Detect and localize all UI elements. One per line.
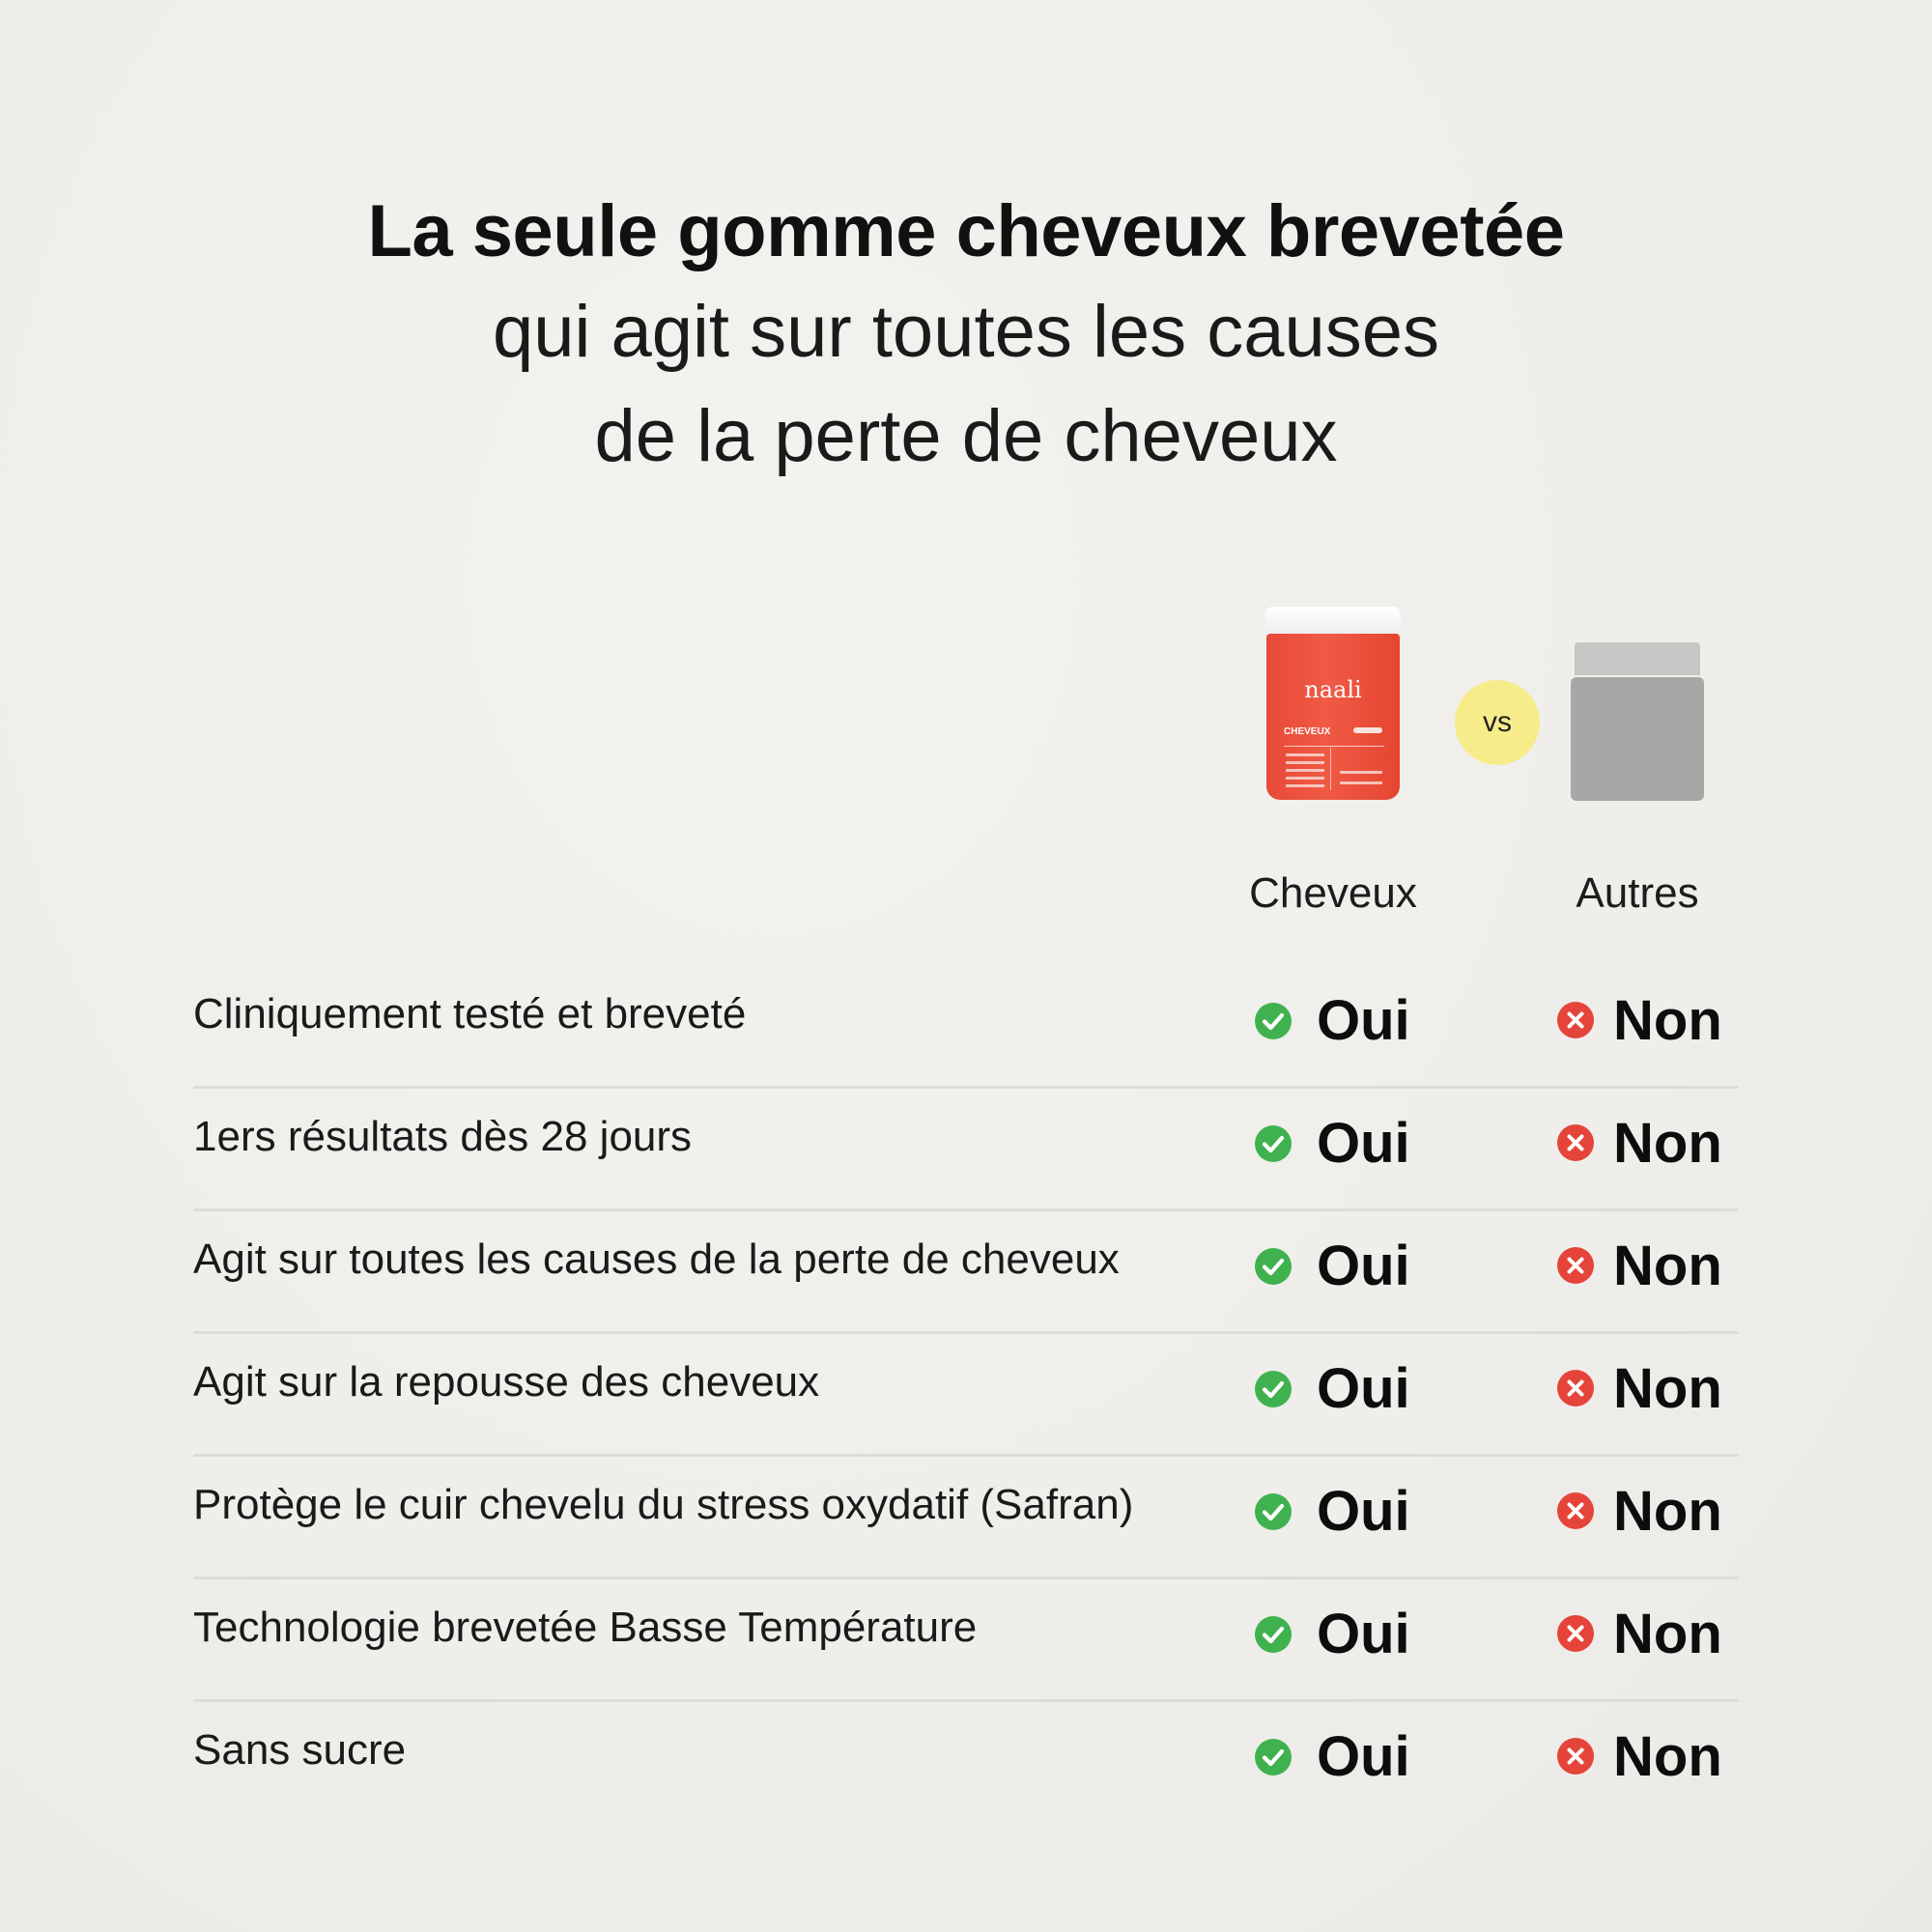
product-label-line xyxy=(1286,753,1324,756)
product-label-line xyxy=(1286,769,1324,772)
column-header-autres: Autres xyxy=(1576,869,1699,917)
product-label-line xyxy=(1286,761,1324,764)
headline-line-1: La seule gomme cheveux brevetée xyxy=(367,190,1565,272)
headline xyxy=(0,184,1932,489)
yes-value: Oui xyxy=(1317,1235,1410,1297)
yes-value: Oui xyxy=(1317,1725,1410,1788)
table-row xyxy=(193,1579,1739,1702)
cross-circle-icon xyxy=(1556,1614,1595,1653)
feature-label: Cliniquement testé et breveté xyxy=(193,990,747,1037)
no-value: Non xyxy=(1613,989,1722,1052)
table-row xyxy=(193,1457,1739,1579)
table-row xyxy=(193,1211,1739,1334)
check-circle-icon xyxy=(1254,1124,1293,1163)
comparison-table xyxy=(193,966,1739,1822)
feature-label: Technologie brevetée Basse Température xyxy=(193,1604,978,1651)
no-value: Non xyxy=(1613,1603,1722,1665)
headline-line-2: qui agit sur toutes les causes xyxy=(492,291,1440,373)
feature-label: Sans sucre xyxy=(193,1726,407,1774)
generic-jar-lid xyxy=(1575,642,1700,675)
product-jar-body xyxy=(1266,634,1400,800)
vs-badge: vs xyxy=(1455,680,1540,765)
check-circle-icon xyxy=(1254,1492,1293,1531)
feature-label: Protège le cuir chevelu du stress oxydatif (Safran) xyxy=(193,1481,1134,1528)
no-value: Non xyxy=(1613,1725,1722,1788)
no-value: Non xyxy=(1613,1112,1722,1175)
table-row xyxy=(193,1334,1739,1457)
no-value: Non xyxy=(1613,1480,1722,1543)
cross-circle-icon xyxy=(1556,1492,1595,1530)
yes-value: Oui xyxy=(1317,1112,1410,1175)
cross-circle-icon xyxy=(1556,1246,1595,1285)
check-circle-icon xyxy=(1254,1002,1293,1040)
product-tag xyxy=(1353,727,1382,733)
table-row xyxy=(193,1089,1739,1211)
cross-circle-icon xyxy=(1556,1369,1595,1407)
generic-jar-body xyxy=(1571,677,1704,801)
generic-jar-icon xyxy=(1571,642,1704,801)
yes-value: Oui xyxy=(1317,989,1410,1052)
check-circle-icon xyxy=(1254,1615,1293,1654)
product-jar-lid xyxy=(1265,607,1401,636)
feature-label: 1ers résultats dès 28 jours xyxy=(193,1113,693,1160)
table-row xyxy=(193,966,1739,1089)
yes-value: Oui xyxy=(1317,1603,1410,1665)
cross-circle-icon xyxy=(1556,1737,1595,1776)
check-circle-icon xyxy=(1254,1370,1293,1408)
product-label-line xyxy=(1286,777,1324,780)
cross-circle-icon xyxy=(1556,1123,1595,1162)
column-header-cheveux: Cheveux xyxy=(1249,869,1417,917)
yes-value: Oui xyxy=(1317,1480,1410,1543)
product-brand: naali xyxy=(1304,676,1362,703)
product-label-line xyxy=(1340,771,1382,774)
headline-line-3: de la perte de cheveux xyxy=(594,395,1338,477)
product-label-line xyxy=(1286,784,1324,787)
product-label-divider xyxy=(1284,746,1384,747)
yes-value: Oui xyxy=(1317,1357,1410,1420)
product-label-line xyxy=(1340,781,1382,784)
product-jar-icon xyxy=(1265,607,1401,800)
feature-label: Agit sur toutes les causes de la perte de cheveux xyxy=(193,1236,1120,1283)
product-name: CHEVEUX xyxy=(1284,726,1331,737)
no-value: Non xyxy=(1613,1235,1722,1297)
check-circle-icon xyxy=(1254,1738,1293,1776)
check-circle-icon xyxy=(1254,1247,1293,1286)
no-value: Non xyxy=(1613,1357,1722,1420)
feature-label: Agit sur la repousse des cheveux xyxy=(193,1358,820,1406)
cross-circle-icon xyxy=(1556,1001,1595,1039)
table-row xyxy=(193,1702,1739,1822)
product-label-column-divider xyxy=(1330,748,1331,790)
